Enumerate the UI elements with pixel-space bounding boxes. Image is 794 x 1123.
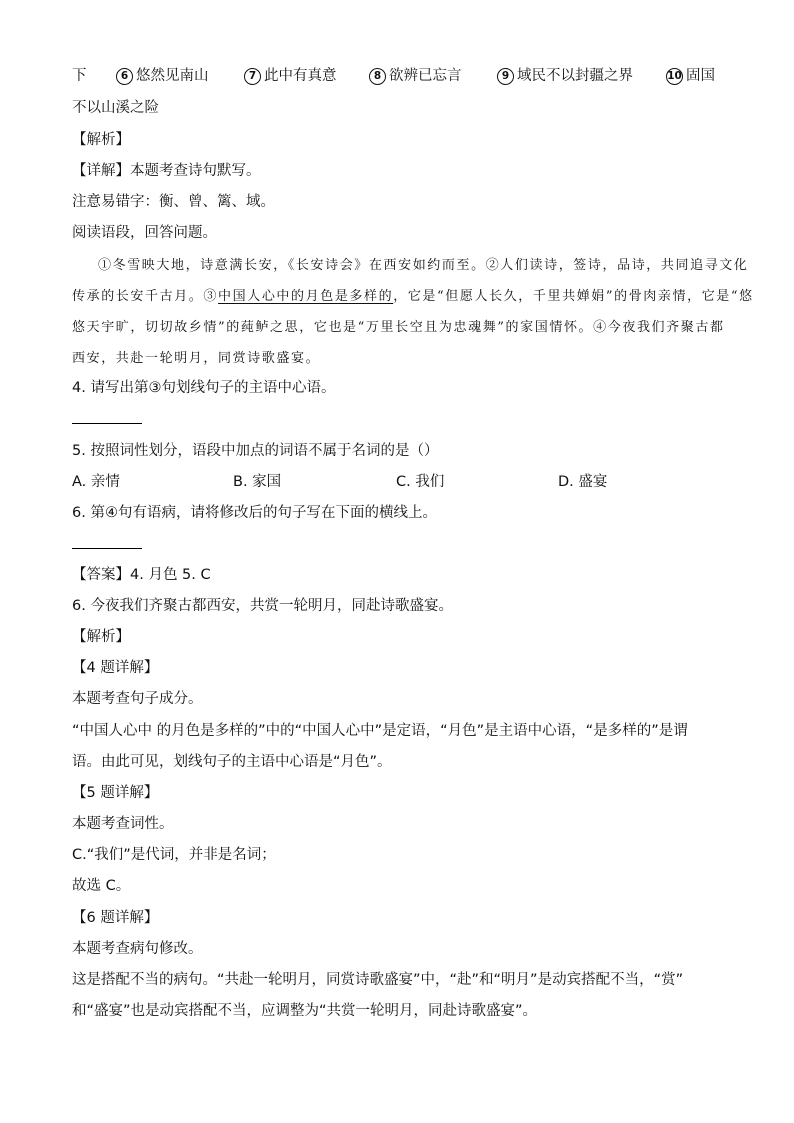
blank-line: [72, 422, 142, 424]
passage-line-4: 西安，共赴一轮明月，同赏诗歌盛宴。: [72, 351, 321, 366]
answer-label: 【答案】4. 月色 5. C: [72, 567, 211, 583]
reading-prompt: 阅读语段，回答问题。: [72, 225, 217, 241]
detail-6-text-2: 这是搭配不当的病句。“共赴一轮明月，同赏诗歌盛宴”中，“赴”和“明月”是动宾搭配不当，“赏”: [72, 972, 684, 988]
option-b: B. 家国: [233, 474, 282, 490]
analysis-label-2: 【解析】: [72, 629, 130, 645]
detail-6-text-3: 和“盛宴”也是动宾搭配不当，应调整为“共赏一轮明月，同赴诗歌盛宴”。: [72, 1003, 538, 1019]
poem-answer-cont: 不以山溪之险: [72, 100, 159, 116]
detail-5-text-2: C.“我们”是代词，并非是名词；: [72, 847, 276, 863]
answer-item-6: 6 悠然见南山: [116, 66, 209, 86]
answer-item-7: 7 此中有真意: [244, 66, 337, 86]
detail-6-heading: 【6 题详解】: [72, 910, 159, 926]
poem-answer-line: [72, 66, 722, 86]
answer-prefix: 下: [72, 68, 87, 84]
answer-item-8: 8 欲辨已忘言: [369, 66, 462, 86]
answer-6: 6. 今夜我们齐聚古都西安，共赏一轮明月，同赴诗歌盛宴。: [72, 598, 453, 614]
detail-4-text-1: 本题考查句子成分。: [72, 691, 203, 707]
detail-4-text-2: “中国人心中 的月色是多样的”中的“中国人心中”是定语，“月色”是主语中心语，“是多样的”是谓: [72, 723, 688, 739]
detail-5-text-3: 故选 C。: [72, 878, 131, 894]
detail-text: 【详解】本题考查诗句默写。: [72, 163, 261, 179]
error-note: 注意易错字：衡、曾、篱、域。: [72, 194, 275, 210]
circled-number: 8: [369, 68, 386, 85]
passage-line-1: ①冬雪映大地，诗意满长安，《长安诗会》在西安如约而至。②人们读诗，签诗，品诗，共同追寻文化: [98, 258, 749, 273]
circled-number: 10: [666, 68, 683, 85]
analysis-label: 【解析】: [72, 132, 130, 148]
answer-blank-6: [72, 535, 722, 555]
question-6: 6. 第④句有语病，请将修改后的句子写在下面的横线上。: [72, 505, 437, 521]
underlined-sentence: 中国人心中的月色是多样的: [218, 289, 394, 304]
detail-4-text-3: 语。由此可见，划线句子的主语中心语是“月色”。: [72, 754, 392, 770]
detail-5-heading: 【5 题详解】: [72, 785, 159, 801]
option-d: D. 盛宴: [558, 474, 608, 490]
option-c: C. 我们: [396, 474, 445, 490]
answer-item-9: 9 域民不以封疆之界: [497, 66, 633, 86]
detail-5-text-1: 本题考查词性。: [72, 816, 174, 832]
circled-number: 9: [497, 68, 514, 85]
circled-number: 7: [244, 68, 261, 85]
passage-line-2: 传承的长安千古月。③中国人心中的月色是多样的，它是“但愿人长久，千里共婵娟”的骨肉亲情，它是“悠: [72, 289, 754, 304]
circled-number: 6: [116, 68, 133, 85]
answer-blank-4: [72, 410, 722, 430]
detail-6-text-1: 本题考查病句修改。: [72, 941, 203, 957]
detail-4-heading: 【4 题详解】: [72, 660, 159, 676]
passage-line-3: 悠天宇旷，切切故乡情”的莼鲈之思，它也是“万里长空且为忠魂舞”的家国情怀。④今夜我们齐聚古都: [72, 320, 725, 335]
option-a: A. 亲情: [72, 474, 120, 490]
answer-item-10: 10 固国: [667, 68, 715, 84]
blank-line: [72, 547, 142, 549]
question-5: 5. 按照词性划分，语段中加点的词语不属于名词的是（）: [72, 443, 439, 459]
question-4: 4. 请写出第③句划线句子的主语中心语。: [72, 380, 336, 396]
